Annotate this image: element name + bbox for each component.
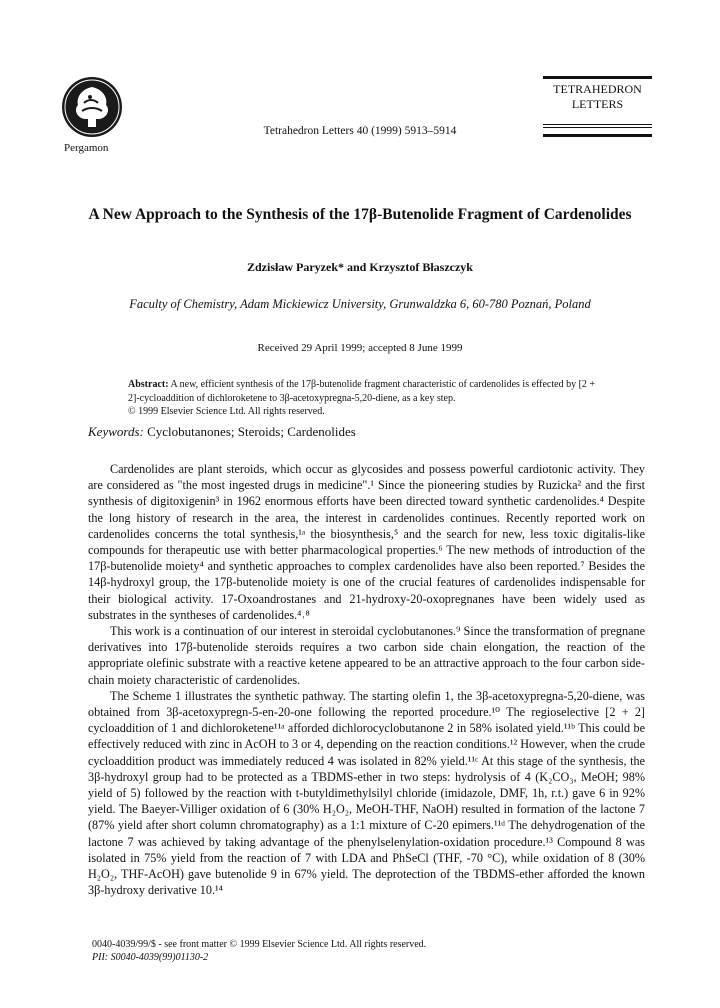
journal-citation: Tetrahedron Letters 40 (1999) 5913–5914: [263, 125, 457, 137]
journal-name-line-2: LETTERS: [571, 97, 624, 111]
footer-pii: PII: S0040-4039(99)01130-2: [92, 952, 209, 963]
abstract-copyright: © 1999 Elsevier Science Ltd. All rights reserved.: [128, 406, 325, 417]
footer: [92, 938, 426, 964]
keywords-label: Keywords:: [88, 424, 144, 439]
article-received-dates: Received 29 April 1999; accepted 8 June 1999: [257, 342, 463, 354]
body-paragraph-2: This work is a continuation of our interest in steroidal cyclobutanones.⁹ Since the transformation of pregnane derivatives into 17β-butenolide steroids requires a two carbon side chain elongation, the reaction of the appropriate olefinic substrate with a reactive ketene appeared to be an attractive approach to the four carbon side-chain moiety characteristic of cardenolides.: [88, 624, 645, 687]
article-title: A New Approach to the Synthesis of the 17β-Butenolide Fragment of Cardenolides: [88, 206, 632, 223]
abstract-text: A new, efficient synthesis of the 17β-butenolide fragment characteristic of cardenolides is effected by [2 + 2]-cycloaddition of dichloroketene to 3β-acetoxypregna-5,20-diene, as a key step.: [128, 379, 596, 404]
journal-name-bottom-rule: [543, 134, 652, 137]
body-paragraph-3: The Scheme 1 illustrates the synthetic pathway. The starting olefin 1, the 3β-acetoxypregna-5,20-diene, was obtained from 3β-acetoxypregn-5-en-20-one following the reported procedure.¹⁰ The regioselective [2 + 2] cycloaddition of 1 and dichloroketene¹¹ᵃ afforded dichlorocyclobutanone 2 in 58% isolated yield.¹¹ᵇ This could be effectively reduced with zinc in AcOH to 3 or 4, depending on the reaction conditions.¹² However, when the crude cycloaddition product was immediately reduced 4 was isolated in 82% yield.¹¹ᶜ At this stage of the synthesis, the 3β-hydroxyl group had to be protected as a TBDMS-ether in two steps: hydrolysis of 4 (K₂CO₃, MeOH; 98% yield of 5) followed by the reaction with t-butyldimethylsilyl chloride (imidazole, DMF, 1h, r.t.) gave 6 in 92% yield. The Baeyer-Villiger oxidation of 6 (30% H₂O₂, MeOH-THF, NaOH) resulted in formation of the lactone 7 (87% yield after short column chromatography) as a 1:1 mixture of C-20 epimers.¹¹ᵈ The dehydrogenation of the lactone 7 was achieved by taking advantage of the phenylselenylation-oxidation procedure.¹³ Compound 8 was isolated in 75% yield from the reaction of 7 with LDA and PhSeCl (THF, -70 °C), while oxidation of 8 (30% H₂O₂, THF-AcOH) gave butenolide 9 in 67% yield. The deprotection of the TBDMS-ether afforded the known 3β-hydroxy derivative 10.¹⁴: [88, 688, 645, 898]
footer-copyright: 0040-4039/99/$ - see front matter © 1999 Elsevier Science Ltd. All rights reserved.: [92, 939, 427, 950]
abstract: [128, 378, 598, 419]
body-paragraph-1: Cardenolides are plant steroids, which occur as glycosides and possess powerful cardiotonic activity. They are considered as "the most ingested drugs in medicine".¹ Since the pioneering studies by Ruzicka² and the first synthesis of digitoxigenin³ in 1962 enormous efforts have been directed toward synthetic cardenolides.⁴ Despite the long history of research in the area, the interest in cardenolides continues. Recently reported work on cardenolides concerns the total synthesis,¹ᵃ the biosynthesis,⁵ and the search for new, less toxic digitalis-like compounds for therapeutic use with better pharmacological properties.⁶ The new methods of introduction of the 17β-butenolide moiety⁴ and synthetic approaches to complex cardenolides have also been reported.⁷ Besides the 14β-hydroxyl group, the 17β-butenolide moiety is one of the crucial features of cardenolides indispensable for their biological activity. 17-Oxoandrostanes and 21-hydroxy-20-oxopregnanes have been widely used as substrates in the syntheses of cardenolides.⁴˒⁸: [88, 462, 645, 622]
article-authors: Zdzisław Paryzek* and Krzysztof Błaszczyk: [247, 260, 473, 274]
keywords-list: Cyclobutanones; Steroids; Cardenolides: [147, 424, 356, 439]
journal-name-rule-2: [543, 127, 652, 128]
abstract-label: Abstract:: [128, 379, 169, 390]
journal-name-rule-1: [543, 124, 652, 125]
journal-name: [540, 82, 655, 112]
keywords: [88, 424, 356, 440]
article-body: [88, 461, 645, 898]
article-affiliation: Faculty of Chemistry, Adam Mickiewicz University, Grunwaldzka 6, 60-780 Poznań, Poland: [129, 297, 591, 311]
journal-name-top-rule: [543, 76, 652, 79]
publisher-name: Pergamon: [64, 142, 109, 154]
journal-name-line-1: TETRAHEDRON: [553, 82, 642, 96]
